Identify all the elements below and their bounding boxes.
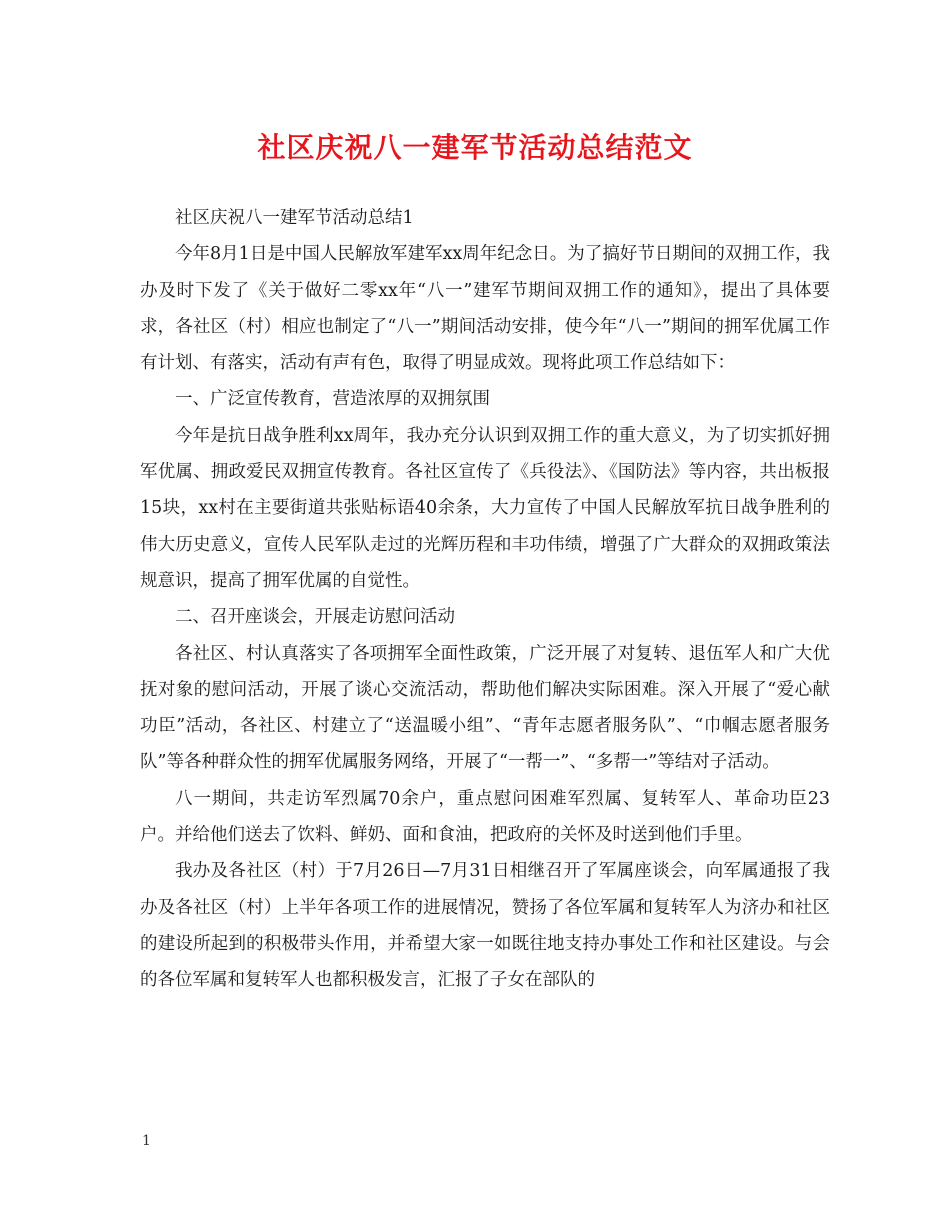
body-paragraph: 八一期间，共走访军烈属70余户，重点慰问困难军烈属、复转军人、革命功臣23户。并给他们送去了饮料、鲜奶、面和食油，把政府的关怀及时送到他们手里。 (140, 788, 830, 846)
body-paragraph: 今年是抗日战争胜利xx周年，我办充分认识到双拥工作的重大意义，为了切实抓好拥军优属、拥政爱民双拥宣传教育。各社区宣传了《兵役法》、《国防法》等内容，共出板报15块，xx村在主要街道共张贴标语40余条，大力宣传了中国人民解放军抗日战争胜利的伟大历史意义，宣传人民军队走过的光辉历程和丰功伟绩，增强了广大群众的双拥政策法规意识，提高了拥军优属的自觉性。 (140, 425, 830, 591)
section-heading: 二、召开座谈会，开展走访慰问活动 (175, 607, 455, 628)
body-paragraph: 各社区、村认真落实了各项拥军全面性政策，广泛开展了对复转、退伍军人和广大优抚对象的慰问活动，开展了谈心交流活动，帮助他们解决实际困难。深入开展了“爱心献功臣”活动，各社区、村建立了“送温暖小组”、“青年志愿者服务队”、“巾帼志愿者服务队”等各种群众性的拥军优属服务网络，开展了“一帮一”、“多帮一”等结对子活动。 (140, 643, 830, 773)
document-title: 社区庆祝八一建军节活动总结范文 (257, 131, 693, 164)
document-body (140, 200, 830, 999)
page-number: 1 (142, 1133, 151, 1149)
section-heading: 一、广泛宣传教育，营造浓厚的双拥氛围 (175, 389, 490, 410)
section-heading: 社区庆祝八一建军节活动总结1 (175, 208, 414, 228)
body-paragraph: 今年8月1日是中国人民解放军建军xx周年纪念日。为了搞好节日期间的双拥工作，我办及时下发了《关于做好二零xx年“八一”建军节期间双拥工作的通知》，提出了具体要求，各社区（村）相应也制定了“八一”期间活动安排，使今年“八一”期间的拥军优属工作有计划、有落实，活动有声有色，取得了明显成效。现将此项工作总结如下： (140, 244, 830, 374)
body-paragraph: 我办及各社区（村）于7月26日—7月31日相继召开了军属座谈会，向军属通报了我办及各社区（村）上半年各项工作的进展情况，赞扬了各位军属和复转军人为济办和社区的建设所起到的积极带头作用，并希望大家一如既往地支持办事处工作和社区建设。与会的各位军属和复转军人也都积极发言，汇报了子女在部队的 (140, 861, 830, 991)
